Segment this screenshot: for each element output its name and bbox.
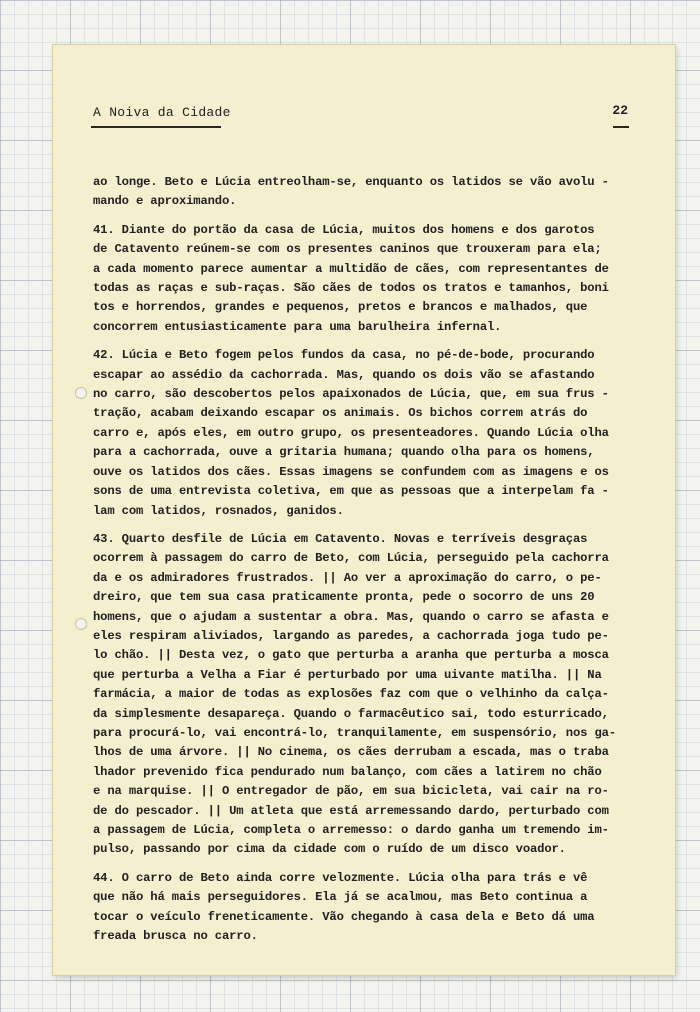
text-line: a passagem de Lúcia, completa o arremesso: o dardo ganha um tremendo im-: [93, 823, 609, 837]
text-line: lam com latidos, rosnados, ganidos.: [93, 503, 344, 518]
text-line: concorrem entusiasticamente para uma barulheira infernal.: [93, 319, 502, 334]
text-line: de do pescador. || Um atleta que está arremessando dardo, perturbado com: [93, 803, 609, 818]
text-line: mando e aproximando.: [93, 194, 237, 209]
paragraph-42: [93, 346, 638, 521]
paragraph-44: [93, 869, 638, 947]
text-line: ocorrem à passagem do carro de Beto, com Lúcia, perseguido pela cachorra: [93, 551, 609, 566]
text-line: sons de uma entrevista coletiva, em que as pessoas que a interpelam fa -: [93, 484, 609, 499]
text-line: 41. Diante do portão da casa de Lúcia, muitos dos homens e dos garotos: [93, 222, 595, 237]
text-line: e na marquise. || O entregador de pão, em sua bicicleta, vai cair na ro-: [93, 784, 609, 799]
text-line: eles respiram aliviados, largando as paredes, a cachorrada joga tudo pe-: [93, 628, 609, 643]
paragraph-41: [93, 221, 638, 337]
text-line: 42. Lúcia e Beto fogem pelos fundos da casa, no pé-de-bode, procurando: [93, 348, 595, 363]
punch-hole: [75, 387, 87, 399]
punch-hole: [75, 618, 87, 630]
page-number: 22: [612, 103, 628, 118]
text-line: ouve os latidos dos cães. Essas imagens se confundem com as imagens e os: [93, 464, 609, 479]
text-line: todas as raças e sub-raças. São cães de todos os tratos e tamanhos, boni: [93, 281, 609, 296]
text-line: homens, que o ajudam a sustentar a obra. Mas, quando o carro se afasta e: [93, 609, 609, 624]
paragraph-43: [93, 530, 638, 860]
text-line: tocar o veículo freneticamente. Vão chegando à casa dela e Beto dá uma: [93, 909, 595, 924]
text-line: que perturba a Velha a Fiar é perturbado por uma uivante matilha. || Na: [93, 667, 602, 682]
text-line: para a cachorrada, ouve a gritaria humana; quando olha para os homens,: [93, 445, 595, 460]
text-line: pulso, passando por cima da cidade com o ruído de um disco voador.: [93, 842, 566, 857]
text-line: ao longe. Beto e Lúcia entreolham-se, enquanto os latidos se vão avolu -: [93, 175, 609, 189]
text-line: 43. Quarto desfile de Lúcia em Catavento. Novas e terríveis desgraças: [93, 531, 588, 546]
text-line: tos e horrendos, grandes e pequenos, pretos e brancos e malhados, que: [93, 300, 588, 315]
document-title: A Noiva da Cidade: [93, 105, 231, 120]
text-line: dreiro, que tem sua casa praticamente pronta, pede o socorro de uns 20: [93, 590, 595, 605]
text-line: tração, acabam deixando escapar os animais. Os bichos correm atrás do: [93, 406, 588, 421]
text-line: a cada momento parece aumentar a multidão de cães, com representantes de: [93, 261, 609, 276]
text-line: carro e, após eles, em outro grupo, os presenteadores. Quando Lúcia olha: [93, 425, 609, 440]
page-number-underline: [613, 126, 629, 128]
text-line: farmácia, a maior de todas as explosões faz com que o velhinho da calça-: [93, 687, 609, 702]
text-line: lhador prevenido fica pendurado num balanço, com cães a latirem no chão: [93, 764, 602, 779]
text-line: que não há mais perseguidores. Ela já se acalmou, mas Beto continua a: [93, 890, 588, 905]
text-line: da simplesmente desapareça. Quando o farmacêutico sai, todo esturricado,: [93, 706, 609, 721]
text-line: de Catavento reúnem-se com os presentes caninos que trouxeram para ela;: [93, 242, 602, 257]
typewritten-page: [53, 45, 675, 975]
text-line: escapar ao assédio da cachorrada. Mas, quando os dois vão se afastando: [93, 367, 595, 382]
script-body: [93, 173, 638, 955]
text-line: freada brusca no carro.: [93, 929, 258, 944]
paragraph: [93, 173, 638, 212]
text-line: no carro, são descobertos pelos apaixonados de Lúcia, que, em sua frus -: [93, 387, 609, 402]
text-line: lo chão. || Desta vez, o gato que perturba a aranha que perturba a mosca: [93, 648, 609, 663]
text-line: lhos de uma árvore. || No cinema, os cães derrubam a escada, mas o traba: [93, 745, 609, 760]
text-line: para procurá-lo, vai encontrá-lo, tranquilamente, em suspensório, nos ga-: [93, 725, 616, 740]
text-line: da e os admiradores frustrados. || Ao ver a aproximação do carro, o pe-: [93, 570, 602, 585]
title-underline: [91, 126, 221, 128]
text-line: 44. O carro de Beto ainda corre velozmente. Lúcia olha para trás e vê: [93, 870, 588, 885]
